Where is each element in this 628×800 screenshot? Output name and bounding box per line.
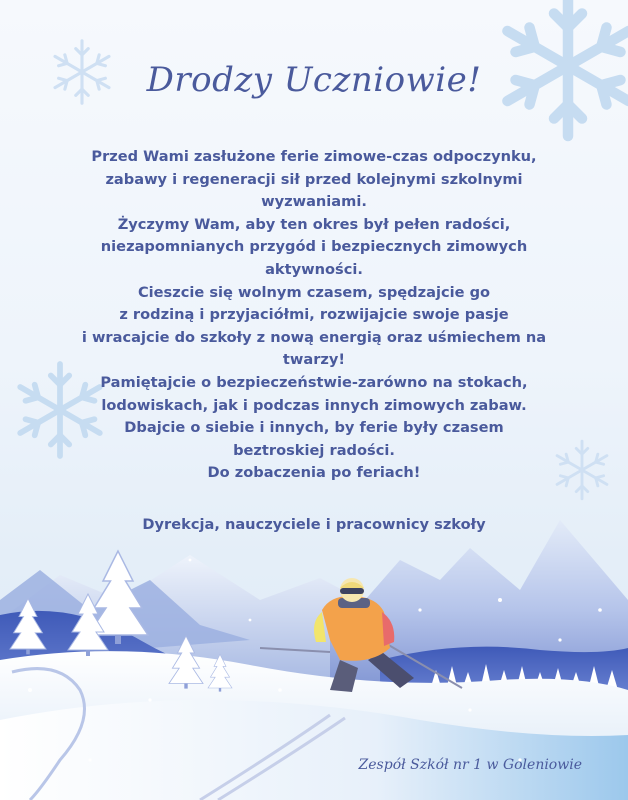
- letter-line: wyzwaniami.: [261, 193, 367, 211]
- letter-line: lodowiskach, jak i podczas innych zimowych zabaw.: [101, 396, 527, 414]
- letter-line: niezapomnianych przygód i bezpiecznych zimowych: [100, 238, 528, 256]
- letter-line: aktywności.: [265, 260, 363, 278]
- greeting-title: Drodzy Uczniowie!: [146, 60, 482, 100]
- letter-line: Pamiętajcie o bezpieczeństwie-zarówno na stokach,: [100, 373, 528, 391]
- letter-line: Dbajcie o siebie i innych, by ferie były czasem: [124, 419, 504, 437]
- letter-line: twarzy!: [282, 351, 346, 369]
- letter-line: Do zobaczenia po feriach!: [207, 464, 421, 482]
- snowflake-icon: [557, 441, 607, 499]
- letter-line: Życzymy Wam, aby ten okres był pełen radości,: [117, 215, 511, 233]
- letter-line: beztroskiej radości.: [233, 441, 395, 459]
- letter-line: z rodziną i przyjaciółmi, rozwijajcie swoje pasje: [119, 306, 509, 324]
- letter-body: [74, 146, 554, 485]
- school-name: Zespół Szkół nr 1 w Goleniowie: [358, 757, 582, 773]
- signature: Dyrekcja, nauczyciele i pracownicy szkoły: [142, 516, 486, 533]
- letter-line: Cieszcie się wolnym czasem, spędzajcie go: [137, 283, 491, 301]
- letter-line: i wracajcie do szkoły z nową energią oraz uśmiechem na: [81, 328, 547, 346]
- letter-line: Przed Wami zasłużone ferie zimowe-czas odpoczynku,: [91, 148, 537, 165]
- letter-line: zabawy i regeneracji sił przed kolejnymi szkolnymi: [105, 170, 523, 188]
